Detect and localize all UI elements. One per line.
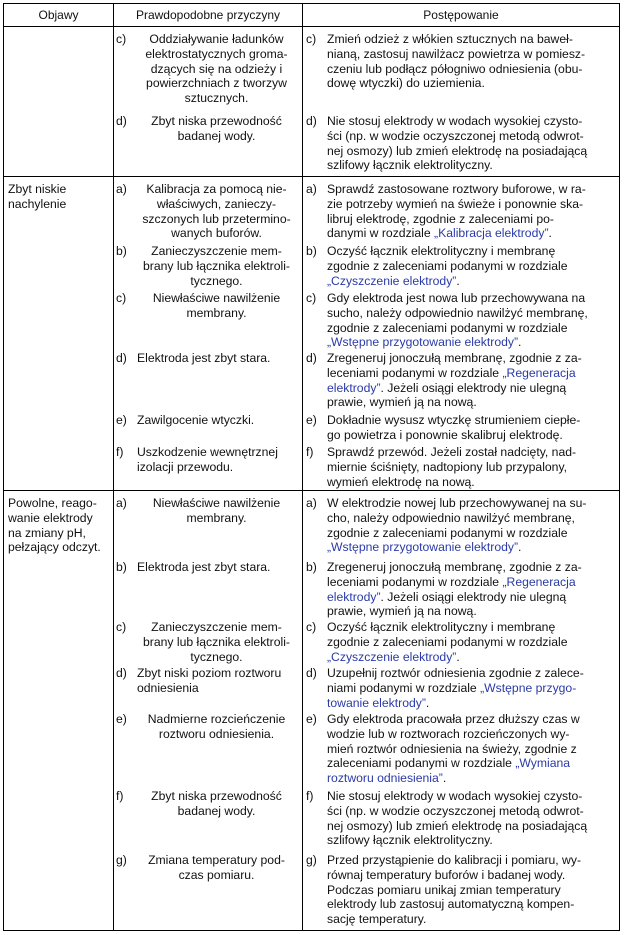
action-text: [327, 291, 615, 350]
action-marker: e): [306, 712, 317, 726]
action-text-part: Zregeneruj jonoczułą membranę, zgodnie z za- leceniami podanymi w rozdziale: [327, 560, 582, 589]
action-item: [306, 32, 615, 91]
action-item: [306, 712, 615, 786]
action-text-part: .: [442, 771, 447, 786]
cause-item: [116, 351, 296, 366]
action-text-part: Nie stosuj elektrody w wodach wysokiej czysto- ści (np. w wodzie oczyszczonej metodą odwrot- nej osmozy) lub zmień elektrodę na posiadającą szlifowy łącznik elektrolityczny.: [327, 114, 588, 173]
action-text-part: .: [456, 649, 460, 664]
cause-item: [116, 244, 296, 288]
cause-text: Nadmierne rozcieńczenie roztworu odniesienia.: [147, 712, 286, 741]
action-text-part: Oczyść łącznik elektrolityczny i membranę zgodnie z zaleceniami podanymi w rozdziale: [327, 620, 568, 649]
cause-text: Zbyt niska przewodność badanej wody.: [151, 789, 282, 818]
action-text-part: Gdy elektroda pracowała przez dłuższy czas w wodzie lub w roztworach rozcieńczonych wy- mień roztwór odniesienia na świeży, zgodnie z zaleceniami podanymi w rozdziale: [327, 712, 580, 771]
action-text: [327, 445, 615, 489]
cause-marker: a): [116, 182, 127, 196]
cause-item: [116, 853, 296, 883]
action-item: [306, 445, 615, 489]
cause-text: Elektroda jest zbyt stara.: [137, 560, 271, 574]
action-item: [306, 182, 615, 241]
section-reference-link[interactable]: „Kalibracja elektrody”: [434, 226, 549, 241]
cause-item: [116, 620, 296, 664]
action-text-part: Zmień odzież z włókien sztucznych na baweł- nianą, zastosuj nawilżacz powietrza w pomiesz- czeniu lub podłącz półogniwo odniesienia (obu- dowę wtyczki) do uziemienia.: [327, 32, 586, 91]
action-text-part: . Jeżeli osiągi elektrody nie ulegną prawie, wymień ją na nową.: [327, 380, 567, 410]
cause-text: Oddziaływanie ładunków elektrostatycznych groma- dzących się na odzieży i powierzchniach z tworzyw sztucznych.: [145, 32, 288, 106]
action-text-part: .: [518, 540, 522, 555]
action-text: [327, 244, 615, 288]
cause-text: Kalibracja za pomocą nie- właściwych, zanieczy- szczonych lub przetermino- wanych buforów.: [142, 182, 291, 241]
action-marker: g): [306, 853, 317, 867]
action-item: [306, 244, 615, 288]
action-text: [327, 182, 615, 241]
section-reference-link[interactable]: „Regeneracja elektrody”: [327, 365, 576, 395]
header-actions: Postępowanie: [423, 8, 499, 22]
cause-item: [116, 182, 296, 241]
action-marker: f): [306, 789, 314, 803]
action-item: [306, 620, 615, 664]
row-divider: [4, 490, 619, 491]
action-marker: c): [306, 32, 317, 46]
action-text: [327, 496, 615, 555]
cause-text: Uszkodzenie wewnętrznej izolacji przewodu.: [137, 445, 278, 474]
section-reference-link[interactable]: „Czyszczenie elektrody”: [327, 649, 457, 664]
cause-marker: d): [116, 666, 127, 680]
action-text: [327, 789, 615, 848]
cause-text: Zanieczyszczenie mem- brany lub łącznika elektroli- tycznego.: [143, 620, 290, 664]
header-divider: [4, 26, 619, 27]
cause-text: Niewłaściwe nawilżenie membrany.: [152, 291, 281, 320]
symptom-cell: Powolne, reago- wanie elektrody na zmiany pH, pełzający odczyt.: [8, 496, 101, 555]
action-text-part: Przed przystąpienie do kalibracji i pomiaru, wy- równaj temperatury buforów i badanej wody. Podczas pomiaru unikaj zmian temperatury elektrody lub zastosuj automatyczną kompen- sację temperatury.: [327, 853, 582, 927]
cause-item: [116, 32, 296, 106]
cause-marker: f): [116, 445, 124, 459]
action-text-part: Nie stosuj elektrody w wodach wysokiej czysto- ści (np. w wodzie oczyszczonej metodą odwrot- nej osmozy) lub zmień elektrodę na posiadającą szlifowy łącznik elektrolityczny.: [327, 789, 588, 848]
action-item: [306, 291, 615, 350]
action-marker: f): [306, 445, 314, 459]
cause-marker: e): [116, 712, 127, 726]
symptom-cell: Zbyt niskie nachylenie: [8, 182, 67, 211]
action-marker: d): [306, 114, 317, 128]
action-item: [306, 496, 615, 555]
column-divider: [113, 4, 114, 930]
action-item: [306, 413, 615, 443]
action-marker: a): [306, 496, 317, 510]
section-reference-link[interactable]: „Wstępne przygotowanie elektrody”: [327, 540, 519, 555]
action-item: [306, 666, 615, 710]
cause-item: [116, 114, 296, 144]
cause-text: Zawilgocenie wtyczki.: [137, 413, 255, 427]
action-item: [306, 351, 615, 410]
action-text-part: Sprawdź zastosowane roztwory buforowe, w ra- zie potrzeby wymień na świeże i ponownie ska- libruj elektrodę, zgodnie z zaleceniami po- danymi w rozdziale: [327, 182, 586, 241]
cause-marker: b): [116, 560, 127, 574]
action-text: [327, 712, 615, 786]
header-symptoms: Objawy: [38, 8, 79, 22]
action-text-part: .: [425, 695, 430, 710]
action-marker: c): [306, 620, 317, 634]
action-item: [306, 853, 615, 927]
section-reference-link[interactable]: „Wstępne przygotowanie elektrody”: [327, 335, 519, 350]
action-text: [327, 32, 615, 91]
action-marker: a): [306, 182, 317, 196]
cause-item: [116, 445, 296, 475]
action-marker: d): [306, 666, 317, 680]
cause-marker: g): [116, 853, 127, 867]
action-text-part: . Jeżeli osiągi elektrody nie ulegną prawie, wymień ją na nową.: [327, 589, 567, 619]
cause-item: [116, 560, 296, 575]
action-text-part: Sprawdź przewód. Jeżeli został nadcięty, nad- miernie ściśnięty, nadtopiony lub przypalony, wymień elektrodę na nową.: [327, 445, 577, 489]
cause-text: Zmiana temperatury pod- czas pomiaru.: [148, 853, 285, 882]
section-reference-link[interactable]: „Wstępne przygo- towanie elektrody”: [327, 680, 577, 710]
cause-text: Zbyt niski poziom roztworu odniesienia: [137, 666, 282, 695]
cause-marker: b): [116, 244, 127, 258]
action-text: [327, 666, 615, 710]
action-marker: b): [306, 560, 317, 574]
cause-text: Niewłaściwe nawilżenie membrany.: [152, 496, 281, 525]
column-divider: [302, 4, 303, 930]
section-reference-link[interactable]: „Wymiana roztworu odniesienia”: [327, 756, 571, 786]
action-text-part: Uzupełnij roztwór odniesienia zgodnie z zalece- niami podanymi w rozdziale: [327, 666, 584, 695]
cause-marker: d): [116, 114, 127, 128]
action-text: [327, 114, 615, 173]
cause-item: [116, 291, 296, 321]
cause-marker: e): [116, 413, 127, 427]
cause-marker: c): [116, 32, 127, 46]
cause-text: Zbyt niska przewodność badanej wody.: [151, 114, 282, 143]
cause-marker: f): [116, 789, 124, 803]
cause-marker: a): [116, 496, 127, 510]
action-text-part: W elektrodzie nowej lub przechowywanej na su- cho, należy odpowiednio nawilżyć membranę, zgodnie z zaleceniami podanymi w rozdziale: [327, 496, 587, 540]
action-text-part: Oczyść łącznik elektrolityczny i membranę zgodnie z zaleceniami podanymi w rozdziale: [327, 244, 568, 273]
cause-item: [116, 789, 296, 819]
cause-item: [116, 666, 296, 696]
action-text: [327, 853, 615, 927]
cause-marker: c): [116, 291, 127, 305]
cause-item: [116, 413, 296, 428]
action-item: [306, 789, 615, 848]
section-reference-link[interactable]: „Regeneracja elektrody”: [327, 574, 576, 604]
header-causes: Prawdopodobne przyczyny: [135, 8, 281, 22]
cause-text: Elektroda jest zbyt stara.: [137, 351, 271, 365]
action-text: [327, 351, 615, 410]
cause-item: [116, 712, 296, 742]
action-item: [306, 114, 615, 173]
troubleshooting-table: [3, 3, 620, 931]
action-text-part: .: [518, 335, 522, 350]
action-marker: c): [306, 291, 317, 305]
action-text-part: Zregeneruj jonoczułą membranę, zgodnie z za- leceniami podanymi w rozdziale: [327, 351, 582, 380]
section-reference-link[interactable]: „Czyszczenie elektrody”: [327, 273, 457, 288]
action-text: [327, 413, 615, 443]
action-text-part: Dokładnie wysusz wtyczkę strumieniem ciepłe- go powietrza i ponownie skalibruj elektrodę.: [327, 413, 581, 442]
action-text-part: .: [548, 226, 552, 241]
action-text: [327, 620, 615, 664]
cause-text: Zanieczyszczenie mem- brany lub łącznika elektroli- tycznego.: [143, 244, 290, 288]
row-divider: [4, 176, 619, 177]
action-text: [327, 560, 615, 619]
cause-marker: d): [116, 351, 127, 365]
cause-marker: c): [116, 620, 127, 634]
action-marker: d): [306, 351, 317, 365]
cause-item: [116, 496, 296, 526]
action-marker: e): [306, 413, 317, 427]
action-text-part: Gdy elektroda jest nowa lub przechowywana na sucho, należy odpowiednio nawilżyć membranę, zgodnie z zaleceniami podanymi w rozdziale: [327, 291, 588, 335]
action-item: [306, 560, 615, 619]
action-marker: b): [306, 244, 317, 258]
action-text-part: .: [456, 273, 460, 288]
